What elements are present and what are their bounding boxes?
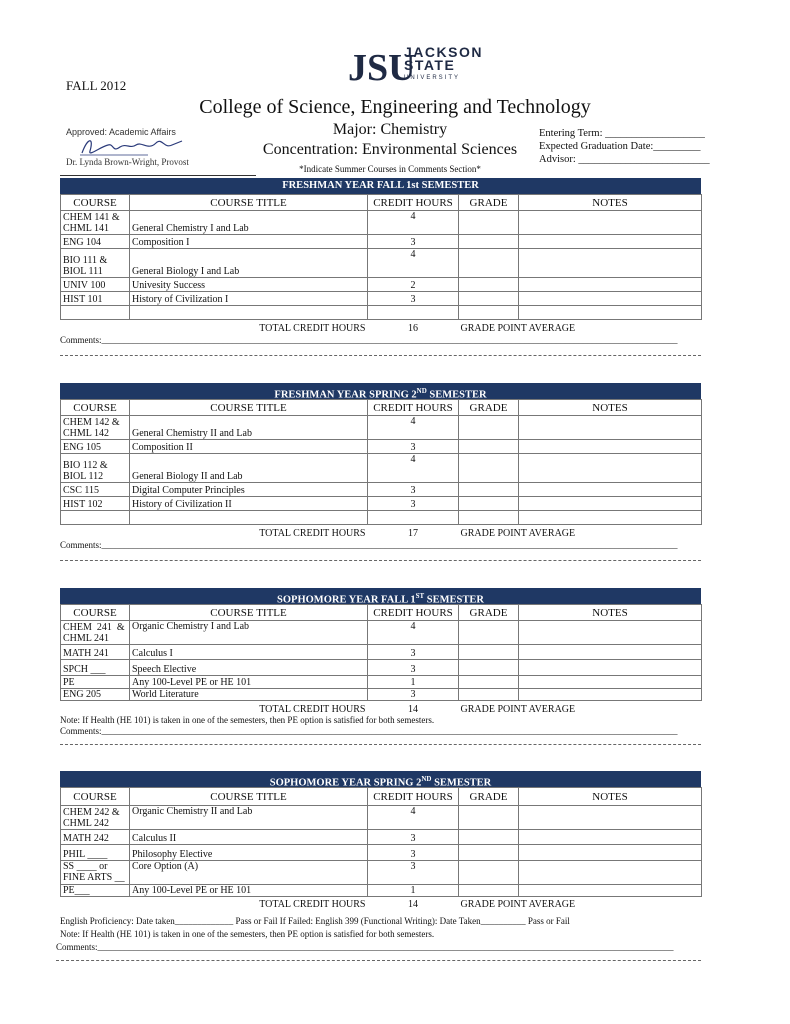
table-row: ENG 105 Composition II 3 [61, 440, 702, 454]
table-row: ENG 104 Composition I 3 [61, 235, 702, 249]
notes-cell[interactable] [519, 292, 702, 306]
semester-4 [60, 771, 701, 910]
table-row: BIO 112 & BIOL 112 General Biology II and Lab 4 [61, 454, 702, 483]
semester-1 [60, 178, 701, 356]
college-title: College of Science, Engineering and Technology [199, 96, 591, 118]
semester-2 [60, 383, 701, 561]
notes-cell[interactable] [519, 806, 702, 830]
notes-cell[interactable] [519, 416, 702, 440]
notes-cell[interactable] [519, 689, 702, 701]
comments-field[interactable]: Comments:________________________________________________________________________________________________________________________________ [60, 725, 678, 736]
notes-cell[interactable] [519, 885, 702, 897]
approval-label: Approved: Academic Affairs [66, 127, 176, 137]
table-row: CHEM 242 & CHML 242 Organic Chemistry II and Lab 4 [61, 806, 702, 830]
grade-cell[interactable] [459, 830, 519, 845]
col-grade: GRADE [459, 195, 519, 211]
table-row: CHEM 241 & CHML 241 Organic Chemistry I and Lab 4 [61, 621, 702, 645]
provost-name: Dr. Lynda Brown-Wright, Provost [66, 157, 189, 167]
table-row: CHEM 141 & CHML 141 General Chemistry I and Lab 4 [61, 211, 702, 235]
jsu-logo-icon [348, 44, 416, 90]
table-row [61, 511, 702, 525]
notes-cell[interactable] [519, 483, 702, 497]
grade-cell[interactable] [459, 306, 519, 320]
table-row: ENG 205 World Literature 3 [61, 689, 702, 701]
grade-cell[interactable] [459, 861, 519, 885]
divider [60, 744, 701, 745]
table-row: SS ____ or FINE ARTS __ Core Option (A) 3 [61, 861, 702, 885]
grade-cell[interactable] [459, 483, 519, 497]
semester-4-table: COURSE COURSE TITLE CREDIT HOURS GRADE NOTES CHEM 242 & CHML 242 Organic Chemistry II and Lab 4 MATH 242 Calculus II 3 PHIL ____ Philosophy Elective 3 SS ____ or FINE ARTS __ Core Option (A) 3 PE___ Any 100-Level PE or HE 101 1 TOTAL CREDIT HOURS 14 GRADE POINT AVERAGE [60, 787, 702, 910]
logo-line-1: JACKSON [404, 44, 483, 60]
table-row: CSC 115 Digital Computer Principles 3 [61, 483, 702, 497]
semester-3-table: COURSE COURSE TITLE CREDIT HOURS GRADE NOTES CHEM 241 & CHML 241 Organic Chemistry I and Lab 4 MATH 241 Calculus I 3 SPCH ___ Speech Elective 3 PE Any 100-Level PE or HE 101 1 ENG 205 World Literature 3 TOTAL CREDIT HOURS 14 GRADE POINT AVERAGE [60, 604, 702, 715]
semester-2-title: FRESHMAN YEAR SPRING 2ND SEMESTER [60, 383, 701, 399]
grade-cell[interactable] [459, 235, 519, 249]
health-note: Note: If Health (HE 101) is taken in one of the semesters, then PE option is satisfied for both semesters. [60, 929, 435, 939]
notes-cell[interactable] [519, 249, 702, 278]
notes-cell[interactable] [519, 235, 702, 249]
semester-2-table: COURSE COURSE TITLE CREDIT HOURS GRADE NOTES CHEM 142 & CHML 142 General Chemistry II and Lab 4 ENG 105 Composition II 3 BIO 112 & BIOL 112 General Biology II and Lab 4 CSC 115 Digital Computer Principles 3 HIST 102 History of Civilization II 3 TOTAL CREDIT HOURS 17 GRADE POINT AVERAGE [60, 399, 702, 539]
total-label: TOTAL CREDIT HOURS [259, 322, 366, 334]
semester-4-title: SOPHOMORE YEAR SPRING 2ND SEMESTER [60, 771, 701, 787]
logo-line-3: UNIVERSITY [404, 75, 461, 81]
svg-text:JSU: JSU [348, 47, 416, 89]
semester-3 [60, 588, 701, 745]
notes-cell[interactable] [519, 454, 702, 483]
grade-cell[interactable] [459, 440, 519, 454]
notes-cell[interactable] [519, 830, 702, 845]
english-proficiency-line[interactable]: English Proficiency: Date taken_____________ Pass or Fail If Failed: English 399 (Functional Writing): Date Taken__________ Pass or Fail [60, 916, 570, 926]
grade-cell[interactable] [459, 676, 519, 689]
table-row: HIST 101 History of Civilization I 3 [61, 292, 702, 306]
comments-field[interactable]: Comments:________________________________________________________________________________________________________________________________ [60, 334, 678, 345]
grade-cell[interactable] [459, 211, 519, 235]
grade-cell[interactable] [459, 454, 519, 483]
health-note: Note: If Health (HE 101) is taken in one of the semesters, then PE option is satisfied for both semesters. [60, 714, 435, 725]
table-row: PE Any 100-Level PE or HE 101 1 [61, 676, 702, 689]
table-row: BIO 111 & BIOL 111 General Biology I and Lab 4 [61, 249, 702, 278]
concentration-title: Concentration: Environmental Sciences [262, 141, 518, 158]
table-row: HIST 102 History of Civilization II 3 [61, 497, 702, 511]
col-course: COURSE [61, 195, 130, 211]
grade-cell[interactable] [459, 621, 519, 645]
term-label: FALL 2012 [66, 78, 127, 93]
entering-term-field[interactable]: Entering Term: ___________________ [539, 128, 705, 139]
grade-cell[interactable] [459, 806, 519, 830]
notes-cell[interactable] [519, 861, 702, 885]
notes-cell[interactable] [519, 676, 702, 689]
comments-field[interactable]: Comments:________________________________________________________________________________________________________________________________ [60, 539, 678, 550]
divider [60, 355, 701, 356]
notes-cell[interactable] [519, 211, 702, 235]
expected-graduation-field[interactable]: Expected Graduation Date:_________ [539, 141, 701, 152]
table-row: CHEM 142 & CHML 142 General Chemistry II and Lab 4 [61, 416, 702, 440]
gpa-label: GRADE POINT AVERAGE [460, 322, 576, 334]
student-info-block [539, 127, 710, 166]
summer-note: *Indicate Summer Courses in Comments Section* [299, 164, 481, 174]
total-hours: 17 [408, 527, 418, 539]
table-row: SPCH ___ Speech Elective 3 [61, 660, 702, 676]
col-notes: NOTES [519, 195, 702, 211]
table-row [61, 306, 702, 320]
semester-1-table [60, 194, 702, 334]
table-row: PE___ Any 100-Level PE or HE 101 1 [61, 885, 702, 897]
notes-cell[interactable] [519, 645, 702, 660]
notes-cell[interactable] [519, 278, 702, 292]
notes-cell[interactable] [519, 845, 702, 861]
notes-cell[interactable] [519, 497, 702, 511]
header-divider [60, 175, 256, 176]
notes-cell[interactable] [519, 440, 702, 454]
grade-cell[interactable] [459, 845, 519, 861]
total-hours: 14 [408, 898, 418, 910]
grade-cell[interactable] [459, 660, 519, 676]
table-row: UNIV 100 Univesity Success 2 [61, 278, 702, 292]
grade-cell[interactable] [459, 645, 519, 660]
divider [60, 560, 701, 561]
grade-cell[interactable] [459, 511, 519, 525]
table-row: MATH 242 Calculus II 3 [61, 830, 702, 845]
semester-1-title: FRESHMAN YEAR FALL 1st SEMESTER [60, 178, 701, 194]
col-hours: CREDIT HOURS [368, 195, 459, 211]
logo-line-2: STATE [404, 57, 456, 73]
comments-field[interactable]: Comments:________________________________________________________________________________________________________________________________ [56, 942, 674, 952]
total-hours: 14 [408, 703, 418, 715]
grade-cell[interactable] [459, 885, 519, 897]
table-row: MATH 241 Calculus I 3 [61, 645, 702, 660]
table-row: PHIL ____ Philosophy Elective 3 [61, 845, 702, 861]
notes-cell[interactable] [519, 660, 702, 676]
grade-cell[interactable] [459, 249, 519, 278]
semester-3-title: SOPHOMORE YEAR FALL 1ST SEMESTER [60, 588, 701, 604]
grade-cell[interactable] [459, 497, 519, 511]
total-hours: 16 [408, 322, 418, 334]
grade-cell[interactable] [459, 292, 519, 306]
notes-cell[interactable] [519, 511, 702, 525]
col-title: COURSE TITLE [130, 195, 368, 211]
notes-cell[interactable] [519, 621, 702, 645]
divider [56, 960, 701, 961]
signature-image [78, 133, 188, 159]
major-title: Major: Chemistry [332, 121, 448, 138]
grade-cell[interactable] [459, 278, 519, 292]
grade-cell[interactable] [459, 689, 519, 701]
university-logo-text [404, 46, 483, 85]
advisor-field[interactable]: Advisor: _________________________ [539, 154, 710, 165]
grade-cell[interactable] [459, 416, 519, 440]
notes-cell[interactable] [519, 306, 702, 320]
